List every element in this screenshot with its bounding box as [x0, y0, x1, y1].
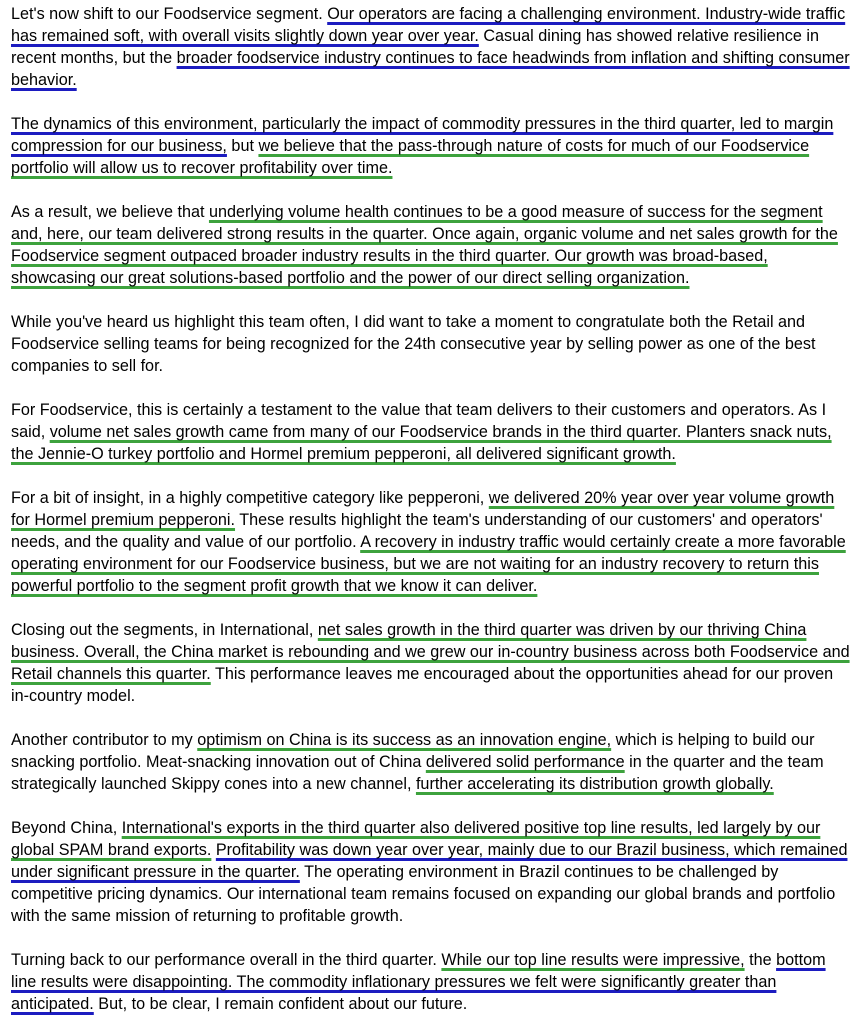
text-run: But, to be clear, I remain confident about our future. — [93, 995, 468, 1013]
paragraph — [11, 113, 850, 179]
blue-underlined-phrase: The dynamics of this environment, particularly the impact of commodity pressures in the third quarter, led to margin compression for our business, — [11, 115, 834, 155]
green-underlined-phrase: volume net sales growth came from many of our Foodservice brands in the third quarter. Planters snack nuts, the Jennie-O turkey portfolio and Hormel premium pepperoni, all delivered significant growth. — [11, 423, 832, 463]
green-underlined-phrase: While our top line results were impressive, — [441, 951, 745, 969]
text-run: the — [744, 951, 777, 969]
text-run: Casual dining has showed relative resilience in recent months, but the — [11, 27, 819, 67]
paragraph — [11, 399, 850, 465]
green-underlined-phrase: delivered solid performance — [425, 753, 625, 771]
blue-underlined-phrase: bottom line results were disappointing. The commodity inflationary pressures we felt were significantly greater than anticipated. — [11, 951, 826, 1013]
blue-underlined-phrase: broader foodservice industry continues to face headwinds from inflation and shifting consumer behavior. — [11, 49, 850, 89]
text-run: but — [226, 137, 259, 155]
paragraph — [11, 729, 850, 795]
blue-underlined-phrase: Our operators are facing a challenging environment. Industry-wide traffic has remained soft, with overall visits slightly down year over year. — [11, 5, 846, 45]
text-run: This performance leaves me encouraged about the opportunities ahead for our proven in-country model. — [11, 665, 834, 705]
green-underlined-phrase: A recovery in industry traffic would certainly create a more favorable operating environment for our Foodservice business, but we are not waiting for an industry recovery to return this powerful portfolio to the segment profit growth that we know it can deliver. — [11, 533, 846, 595]
text-run: The operating environment in Brazil continues to be challenged by competitive pricing dynamics. Our international team remains focused on expanding our global brands and portfolio with the same mission of returning to profitable growth. — [11, 863, 836, 925]
text-run: in the quarter and the team strategically launched Skippy cones into a new channel, — [11, 753, 824, 793]
paragraph — [11, 949, 850, 1015]
text-run: For a bit of insight, in a highly competitive category like pepperoni, — [11, 489, 489, 507]
green-underlined-phrase: optimism on China is its success as an innovation engine, — [197, 731, 612, 749]
text-run: For Foodservice, this is certainly a testament to the value that team delivers to their customers and operators. As I said, — [11, 401, 827, 441]
paragraph — [11, 3, 850, 91]
green-underlined-phrase: further accelerating its distribution growth globally. — [415, 775, 774, 793]
paragraph — [11, 201, 850, 289]
text-run: Closing out the segments, in International, — [11, 621, 318, 639]
paragraph — [11, 311, 850, 377]
green-underlined-phrase: net sales growth in the third quarter was driven by our thriving China business. Overall, the China market is rebounding and we grew our in-country business across both Foodservice and Retail channels this quarter. — [11, 621, 850, 683]
text-run: Another contributor to my — [11, 731, 198, 749]
paragraph — [11, 619, 850, 707]
text-run: As a result, we believe that — [11, 203, 209, 221]
paragraph — [11, 487, 850, 597]
text-run: Turning back to our performance overall in the third quarter. — [11, 951, 442, 969]
text-run: Beyond China, — [11, 819, 122, 837]
text-run: These results highlight the team's understanding of our customers' and operators' needs, and the quality and value of our portfolio. — [11, 511, 823, 551]
green-underlined-phrase: we believe that the pass-through nature of costs for much of our Foodservice portfolio will allow us to recover profitability over time. — [11, 137, 810, 177]
green-underlined-phrase: we delivered 20% year over year volume growth for Hormel premium pepperoni. — [11, 489, 835, 529]
text-run: While you've heard us highlight this team often, I did want to take a moment to congratulate both the Retail and Foodservice selling teams for being recognized for the 24th consecutive year by selling power as one of the best companies to sell for. — [11, 313, 816, 375]
green-underlined-phrase: underlying volume health continues to be a good measure of success for the segment and, here, our team delivered strong results in the quarter. Once again, organic volume and net sales growth for the Foodservice segment outpaced broader industry results in the third quarter. Our growth was broad-based, showcasing our great solutions-based portfolio and the power of our direct selling organization. — [11, 203, 838, 287]
text-run: which is helping to build our snacking portfolio. Meat-snacking innovation out of China — [11, 731, 815, 771]
green-underlined-phrase: International's exports in the third quarter also delivered positive top line results, led largely by our global SPAM brand exports. — [11, 819, 821, 859]
paragraph — [11, 817, 850, 927]
blue-underlined-phrase: Profitability was down year over year, mainly due to our Brazil business, which remained under significant pressure in the quarter. — [11, 841, 848, 881]
text-run: Let's now shift to our Foodservice segment. — [11, 5, 328, 23]
